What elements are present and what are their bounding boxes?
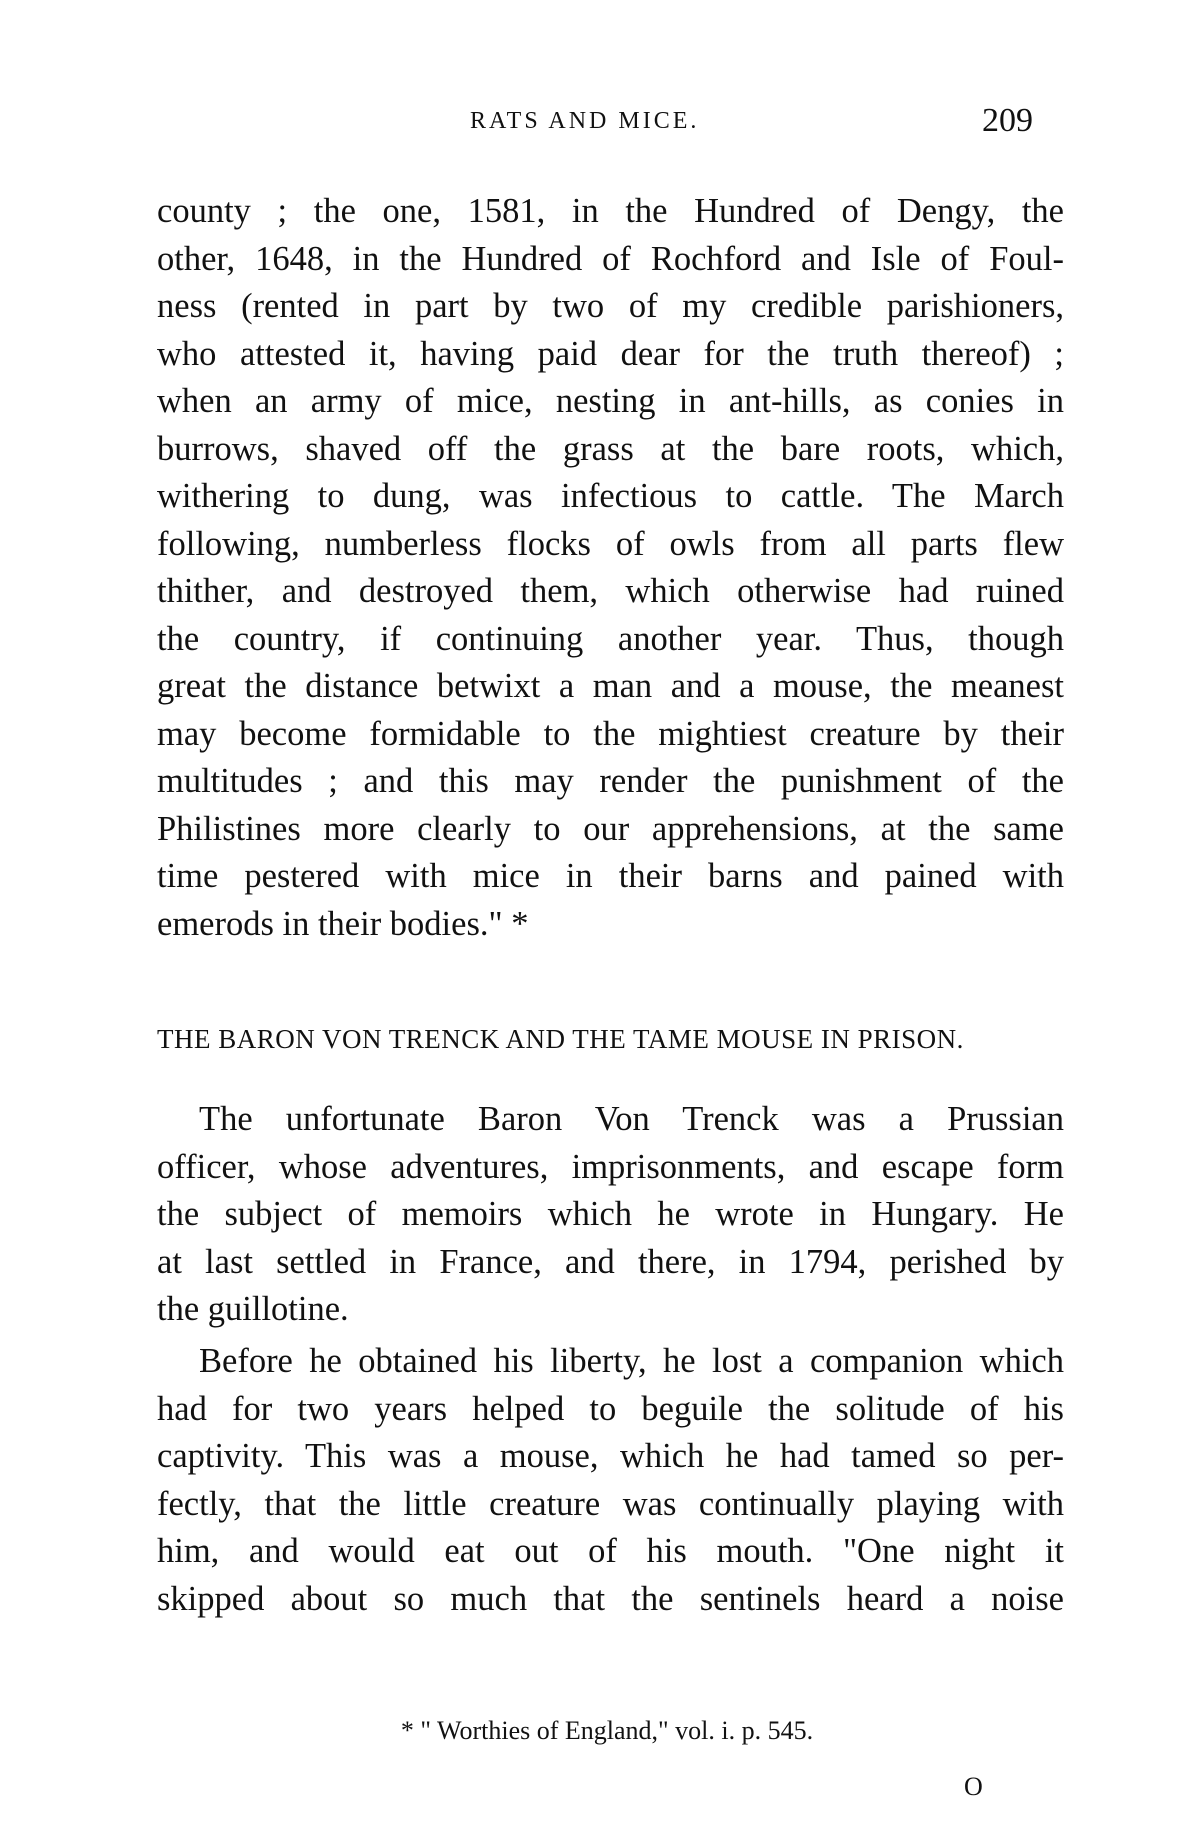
page-number: 209 — [982, 102, 1033, 139]
text-line: time pestered with mice in their barns and pained with — [157, 857, 1064, 895]
running-title: RATS AND MICE. — [470, 108, 700, 134]
text-line: great the distance betwixt a man and a mouse, the meanest — [157, 667, 1064, 705]
text-line: ness (rented in part by two of my credible parishioners, — [157, 287, 1064, 325]
text-line: the guillotine. — [157, 1290, 349, 1328]
text-line: following, numberless flocks of owls from all parts flew — [157, 524, 1064, 563]
paragraph-3 — [157, 1338, 1064, 1623]
text-line: when an army of mice, nesting in ant-hills, as conies in — [157, 382, 1064, 420]
text-line: multitudes ; and this may render the punishment of the — [157, 762, 1064, 800]
text-line: withering to dung, was infectious to cattle. The March — [157, 477, 1064, 515]
text-line: emerods in their bodies." * — [157, 904, 529, 943]
text-line: captivity. This was a mouse, which he had tamed so per- — [157, 1437, 1064, 1475]
text-line: burrows, shaved off the grass at the bare roots, which, — [157, 429, 1064, 468]
paragraph-2 — [157, 1096, 1064, 1334]
text-line: may become formidable to the mightiest creature by their — [157, 714, 1064, 753]
text-line: who attested it, having paid dear for the truth thereof) ; — [157, 334, 1064, 373]
text-line: The unfortunate Baron Von Trenck was a Prussian — [199, 1100, 1064, 1138]
text-line: county ; the one, 1581, in the Hundred of Dengy, the — [157, 192, 1064, 230]
text-line: Philistines more clearly to our apprehensions, at the same — [157, 809, 1064, 848]
running-head — [0, 102, 1194, 142]
text-line: other, 1648, in the Hundred of Rochford and Isle of Foul- — [157, 239, 1064, 278]
footnote: * " Worthies of England," vol. i. p. 545. — [400, 1716, 814, 1745]
text-line: fectly, that the little creature was continually playing with — [157, 1484, 1064, 1523]
section-heading: THE BARON VON TRENCK AND THE TAME MOUSE IN PRISON. — [157, 1024, 964, 1054]
text-line: the country, if continuing another year. Thus, though — [157, 619, 1064, 658]
text-line: Before he obtained his liberty, he lost a companion which — [199, 1342, 1064, 1380]
text-line: skipped about so much that the sentinels heard a noise — [157, 1579, 1064, 1618]
text-line: had for two years helped to beguile the solitude of his — [157, 1389, 1064, 1428]
text-line: officer, whose adventures, imprisonments, and escape form — [157, 1147, 1064, 1186]
paragraph-1 — [157, 188, 1064, 948]
signature-mark: O — [964, 1772, 983, 1801]
text-line: thither, and destroyed them, which otherwise had ruined — [157, 572, 1064, 610]
text-line: at last settled in France, and there, in 1794, perished by — [157, 1242, 1064, 1281]
text-line: him, and would eat out of his mouth. "One night it — [157, 1532, 1064, 1570]
text-line: the subject of memoirs which he wrote in Hungary. He — [157, 1195, 1064, 1233]
